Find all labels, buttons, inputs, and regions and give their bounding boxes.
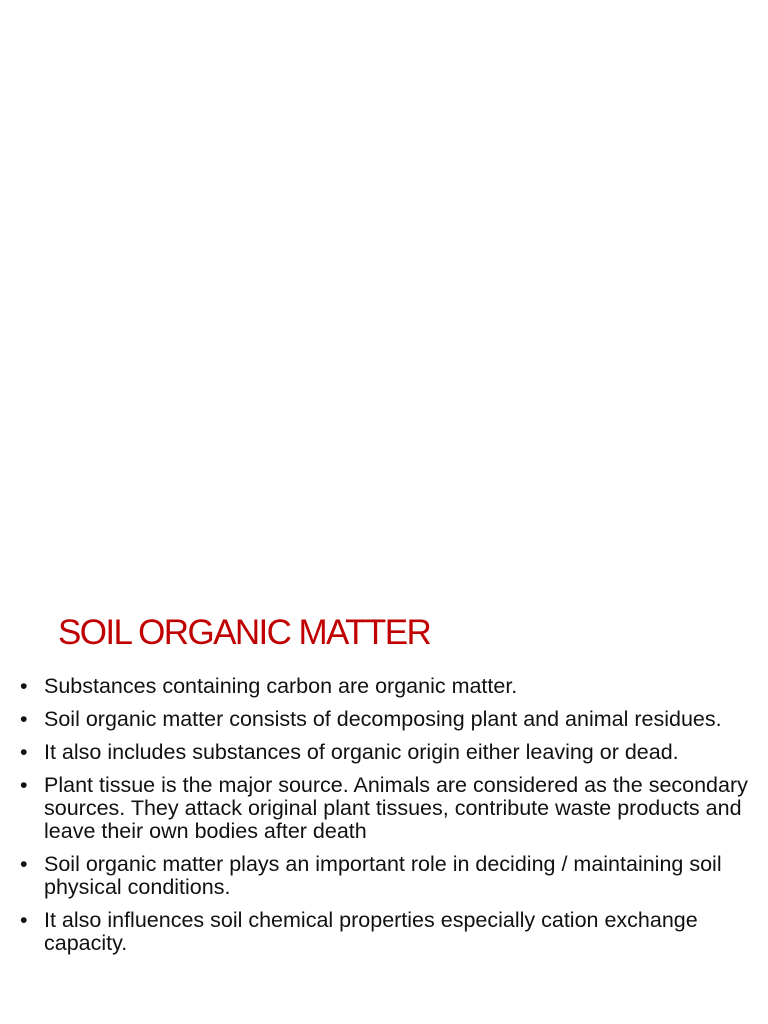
bullet-dot-icon: • xyxy=(20,852,28,876)
bullet-text: Plant tissue is the major source. Animals are considered as the secondary sources. They attack original plant tissues, contribute waste products and leave their own bodies after death xyxy=(44,773,748,843)
bullet-dot-icon: • xyxy=(20,674,28,698)
bullet-item xyxy=(20,909,750,955)
bullet-text: It also includes substances of organic origin either leaving or dead. xyxy=(44,740,679,764)
bullet-item xyxy=(20,708,750,731)
bullet-item xyxy=(20,774,750,843)
bullet-dot-icon: • xyxy=(20,740,28,764)
bullet-text: It also influences soil chemical properties especially cation exchange capacity. xyxy=(44,908,698,955)
bullet-text: Soil organic matter consists of decomposing plant and animal residues. xyxy=(44,707,722,731)
bullet-item xyxy=(20,853,750,899)
bullet-dot-icon: • xyxy=(20,773,28,797)
bullet-text: Substances containing carbon are organic matter. xyxy=(44,674,518,698)
slide-title: SOIL ORGANIC MATTER xyxy=(58,613,431,652)
bullet-text: Soil organic matter plays an important role in deciding / maintaining soil physical conditions. xyxy=(44,852,722,899)
bullet-item xyxy=(20,741,750,764)
bullet-dot-icon: • xyxy=(20,908,28,932)
bullet-list xyxy=(20,675,750,965)
bullet-item xyxy=(20,675,750,698)
bullet-dot-icon: • xyxy=(20,707,28,731)
